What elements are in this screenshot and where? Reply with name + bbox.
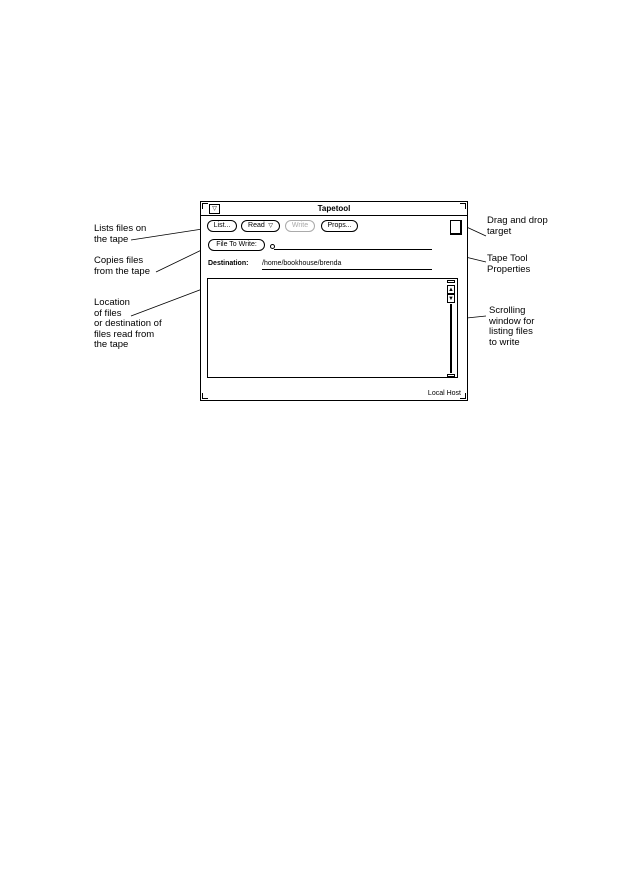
file-list-window[interactable] xyxy=(207,278,458,378)
callout-properties: Tape Tool Properties xyxy=(487,253,531,275)
tapetool-window xyxy=(200,201,468,401)
read-button-label: Read xyxy=(248,222,265,229)
status-host: Local Host xyxy=(427,390,461,397)
callout-location: Location of files or destination of files read from the tape xyxy=(94,297,162,350)
destination-input[interactable]: /home/bookhouse/brenda xyxy=(262,260,342,267)
title-bar[interactable] xyxy=(201,202,467,216)
scroll-up-arrow-icon[interactable]: ▲ xyxy=(448,287,454,293)
window-title: Tapetool xyxy=(317,204,351,213)
scroll-down-arrow-icon[interactable]: ▼ xyxy=(448,296,454,302)
scrollbar[interactable] xyxy=(446,280,456,378)
file-to-write-button[interactable]: File To Write: xyxy=(208,239,265,251)
scrollbar-top-cap[interactable] xyxy=(447,280,455,283)
destination-label: Destination: xyxy=(208,260,249,267)
write-button: Write xyxy=(285,220,315,232)
list-button[interactable]: List... xyxy=(207,220,237,232)
destination-underline xyxy=(262,269,432,270)
props-button[interactable]: Props... xyxy=(321,220,358,232)
callout-list-files: Lists files on the tape xyxy=(94,223,147,245)
window-menu-icon[interactable]: ▽ xyxy=(209,204,220,214)
callout-scrolling: Scrolling window for listing files to write xyxy=(489,305,535,348)
drag-drop-target-icon[interactable] xyxy=(450,220,462,235)
resize-corner-bottom-left[interactable] xyxy=(202,393,208,399)
read-button[interactable] xyxy=(241,220,280,232)
callout-drag-drop: Drag and drop target xyxy=(487,215,548,237)
scrollbar-bottom-cap[interactable] xyxy=(447,374,455,377)
file-to-write-input[interactable] xyxy=(274,249,432,250)
callout-copies-files: Copies files from the tape xyxy=(94,255,150,277)
triangle-down-icon: ▽ xyxy=(266,223,273,229)
scrollbar-track[interactable] xyxy=(450,304,452,373)
